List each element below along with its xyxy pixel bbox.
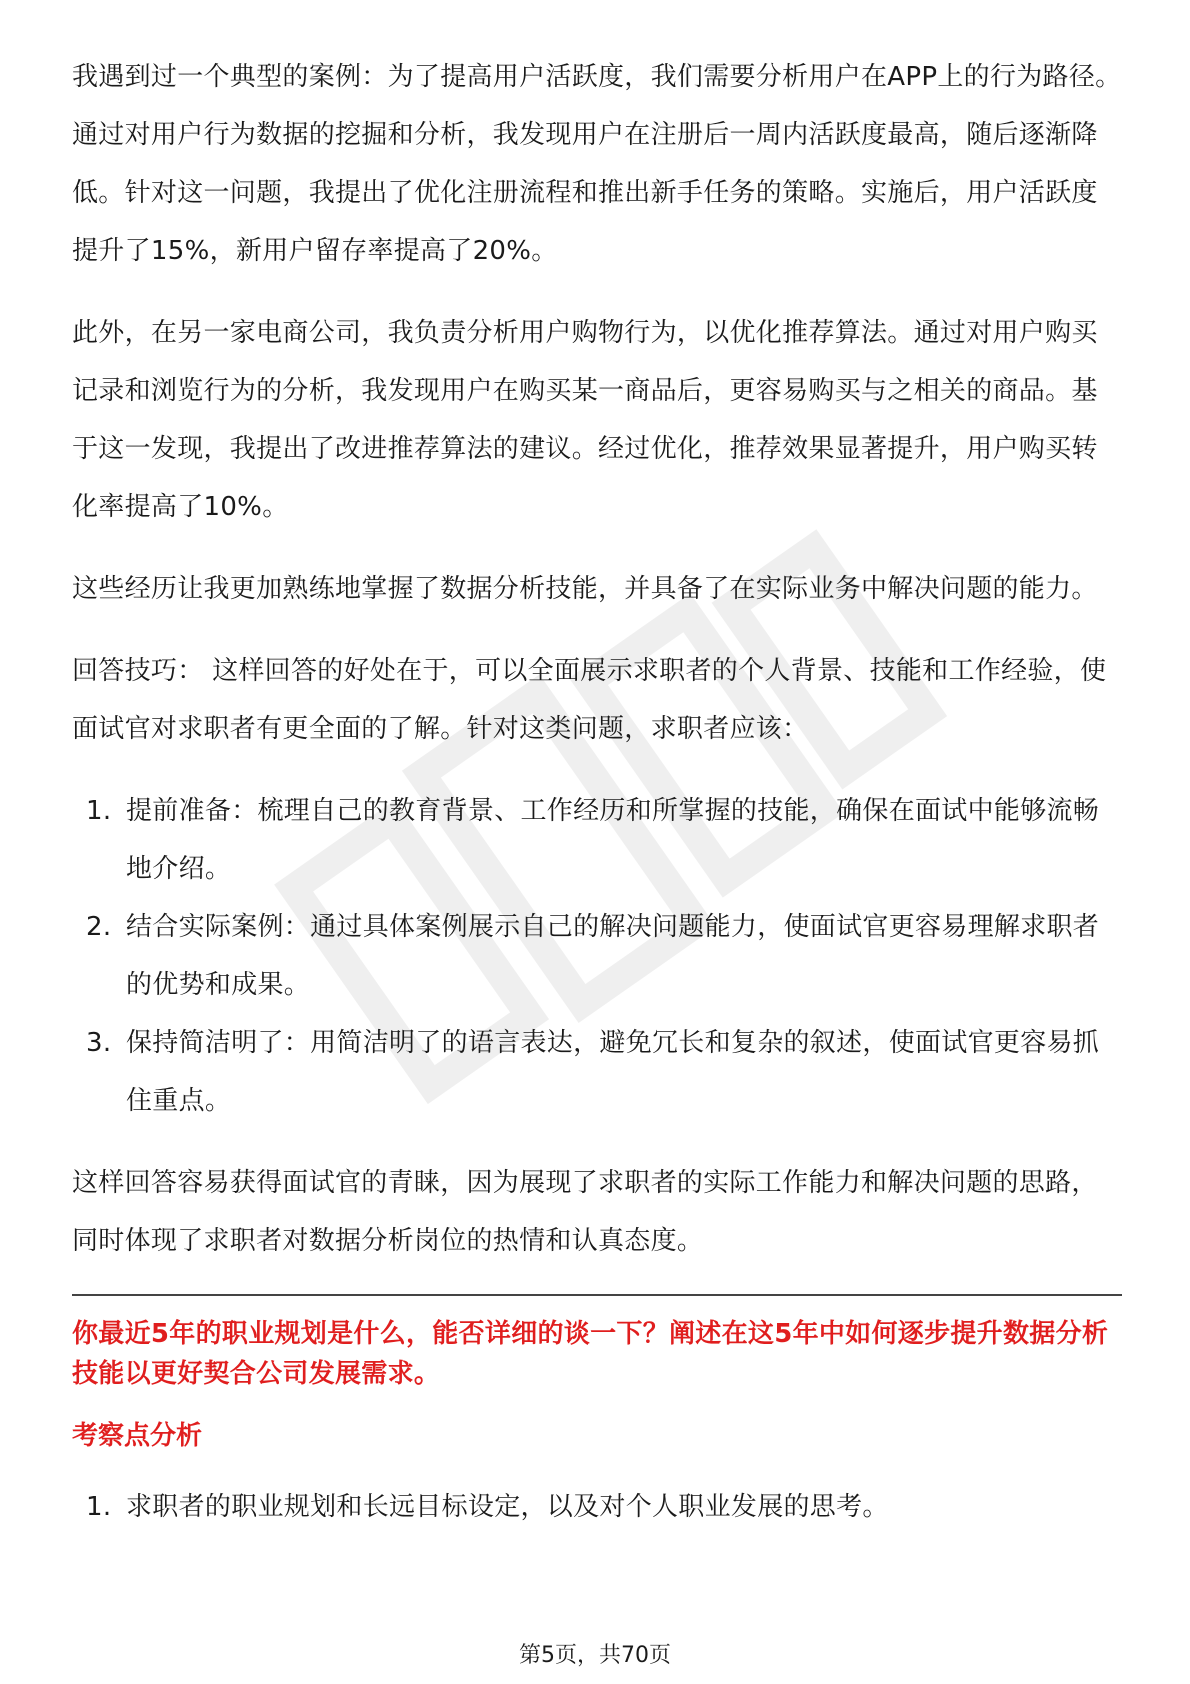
- case-paragraph-2: 此外，在另一家电商公司，我负责分析用户购物行为，以优化推荐算法。通过对用户购买记录和浏览行为的分析，我发现用户在购买某一商品后，更容易购买与之相关的商品。基于这一发现，我提出了改进推荐算法的建议。经过优化，推荐效果显著提升，用户购买转化率提高了10%。: [72, 318, 1098, 522]
- analysis-heading: 考察点分析: [72, 1421, 203, 1451]
- answer-tips-intro: 回答技巧： 这样回答的好处在于，可以全面展示求职者的个人背景、技能和工作经验，使面试官对求职者有更全面的了解。针对这类问题，求职者应该：: [72, 656, 1107, 744]
- case-paragraph-1: 我遇到过一个典型的案例：为了提高用户活跃度，我们需要分析用户在APP上的行为路径。通过对用户行为数据的挖掘和分析，我发现用户在注册后一周内活跃度最高，随后逐渐降低。针对这一问题，我提出了优化注册流程和推出新手任务的策略。实施后，用户活跃度提升了15%，新用户留存率提高了20%。: [72, 62, 1122, 266]
- document-body: [72, 48, 1122, 1560]
- list-item: [72, 1478, 1122, 1536]
- list-item: [72, 898, 1122, 1014]
- list-item-text: 结合实际案例：通过具体案例展示自己的解决问题能力，使面试官更容易理解求职者的优势和成果。: [126, 912, 1100, 1000]
- list-item: [72, 1014, 1122, 1130]
- tips-list: [72, 782, 1122, 1130]
- interview-question: 你最近5年的职业规划是什么，能否详细的谈一下？阐述在这5年中如何逐步提升数据分析技能以更好契合公司发展需求。: [72, 1319, 1109, 1389]
- list-item-number: 3.: [86, 1028, 112, 1058]
- list-item-text: 保持简洁明了：用简洁明了的语言表达，避免冗长和复杂的叙述，使面试官更容易抓住重点。: [126, 1028, 1100, 1116]
- page-footer: 第5页，共70页: [519, 1643, 671, 1668]
- list-item: [72, 782, 1122, 898]
- list-item-number: 2.: [86, 912, 112, 942]
- analysis-list: [72, 1478, 1122, 1536]
- list-item-number: 1.: [86, 796, 112, 826]
- section-divider: [72, 1294, 1122, 1296]
- list-item-number: 1.: [86, 1492, 112, 1522]
- list-item-text: 提前准备：梳理自己的教育背景、工作经历和所掌握的技能，确保在面试中能够流畅地介绍。: [126, 796, 1100, 884]
- closing-paragraph: 这样回答容易获得面试官的青睐，因为展现了求职者的实际工作能力和解决问题的思路，同时体现了求职者对数据分析岗位的热情和认真态度。: [72, 1168, 1098, 1256]
- summary-paragraph: 这些经历让我更加熟练地掌握了数据分析技能，并具备了在实际业务中解决问题的能力。: [72, 574, 1098, 604]
- list-item-text: 求职者的职业规划和长远目标设定，以及对个人职业发展的思考。: [126, 1492, 889, 1522]
